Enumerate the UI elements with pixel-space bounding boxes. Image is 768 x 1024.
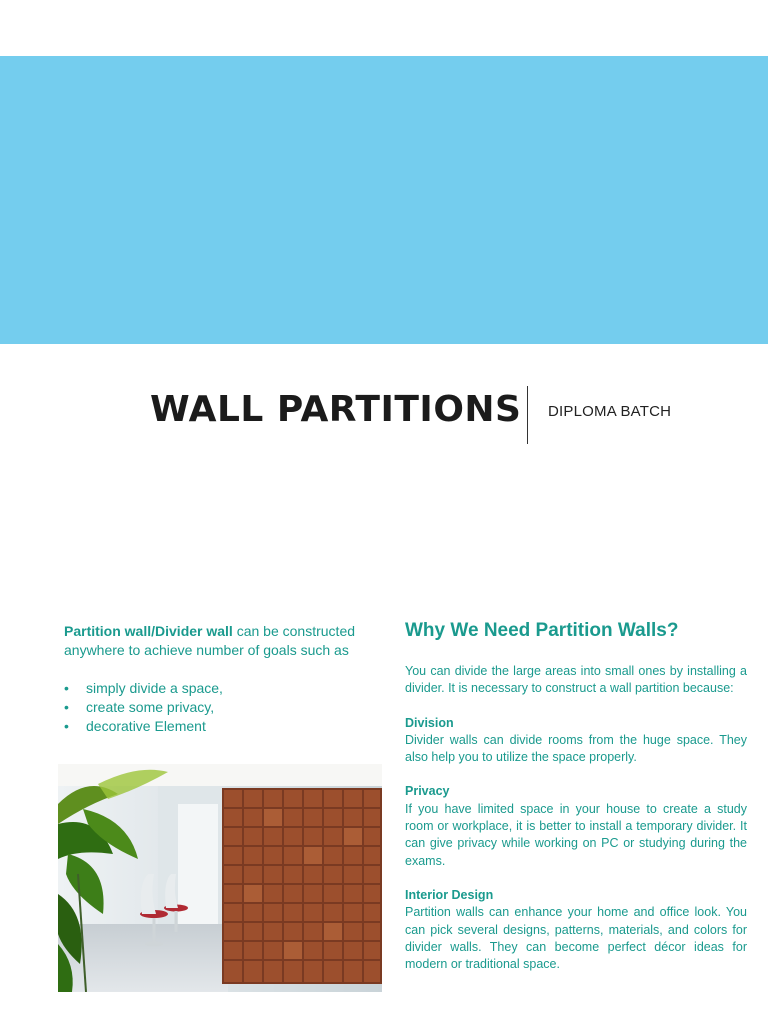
reason-heading: Division: [405, 715, 454, 730]
reason-body: Partition walls can enhance your home and office look. You can pick several designs, patterns, materials, and colors for divider walls. They can become perfect décor ideas for modern or traditional space.: [405, 905, 747, 972]
divider-panels: [222, 788, 382, 984]
reason-privacy: [405, 783, 747, 869]
bullet-icon: •: [64, 699, 69, 715]
why-intro: You can divide the large areas into small ones by installing a divider. It is necessary to construct a wall partition because:: [405, 664, 747, 696]
page-title: WALL PARTITIONS: [150, 389, 522, 430]
list-item-text: simply divide a space,: [86, 680, 223, 696]
list-item: [64, 717, 380, 736]
goals-list: [64, 679, 380, 736]
intro-column: [64, 622, 380, 736]
header-banner: [0, 56, 768, 344]
list-item-text: create some privacy,: [86, 699, 215, 715]
reason-interior-design: [405, 887, 747, 973]
bullet-icon: •: [64, 718, 69, 734]
title-divider: [527, 386, 528, 444]
list-item: [64, 698, 380, 717]
reason-body: Divider walls can divide rooms from the huge space. They also help you to utilize the space properly.: [405, 732, 747, 765]
reason-heading: Interior Design: [405, 887, 494, 902]
why-column: [405, 618, 747, 973]
reason-division: [405, 715, 747, 767]
intro-term: Partition wall/Divider wall: [64, 623, 233, 639]
reason-heading: Privacy: [405, 784, 450, 799]
intro-text: can be constructed anywhere to achieve number of goals such as: [64, 623, 356, 658]
list-item: [64, 679, 380, 698]
partition-photo: [58, 764, 382, 992]
list-item-text: decorative Element: [86, 718, 206, 734]
bullet-icon: •: [64, 680, 69, 696]
page-subtitle: DIPLOMA BATCH: [548, 403, 672, 420]
intro-paragraph: [64, 622, 380, 660]
section-heading: Why We Need Partition Walls?: [405, 620, 679, 641]
reason-body: If you have limited space in your house to create a study room or workplace, it is better to install a temporary divider. It can give privacy while working on PC or studying during the exams.: [405, 801, 747, 868]
